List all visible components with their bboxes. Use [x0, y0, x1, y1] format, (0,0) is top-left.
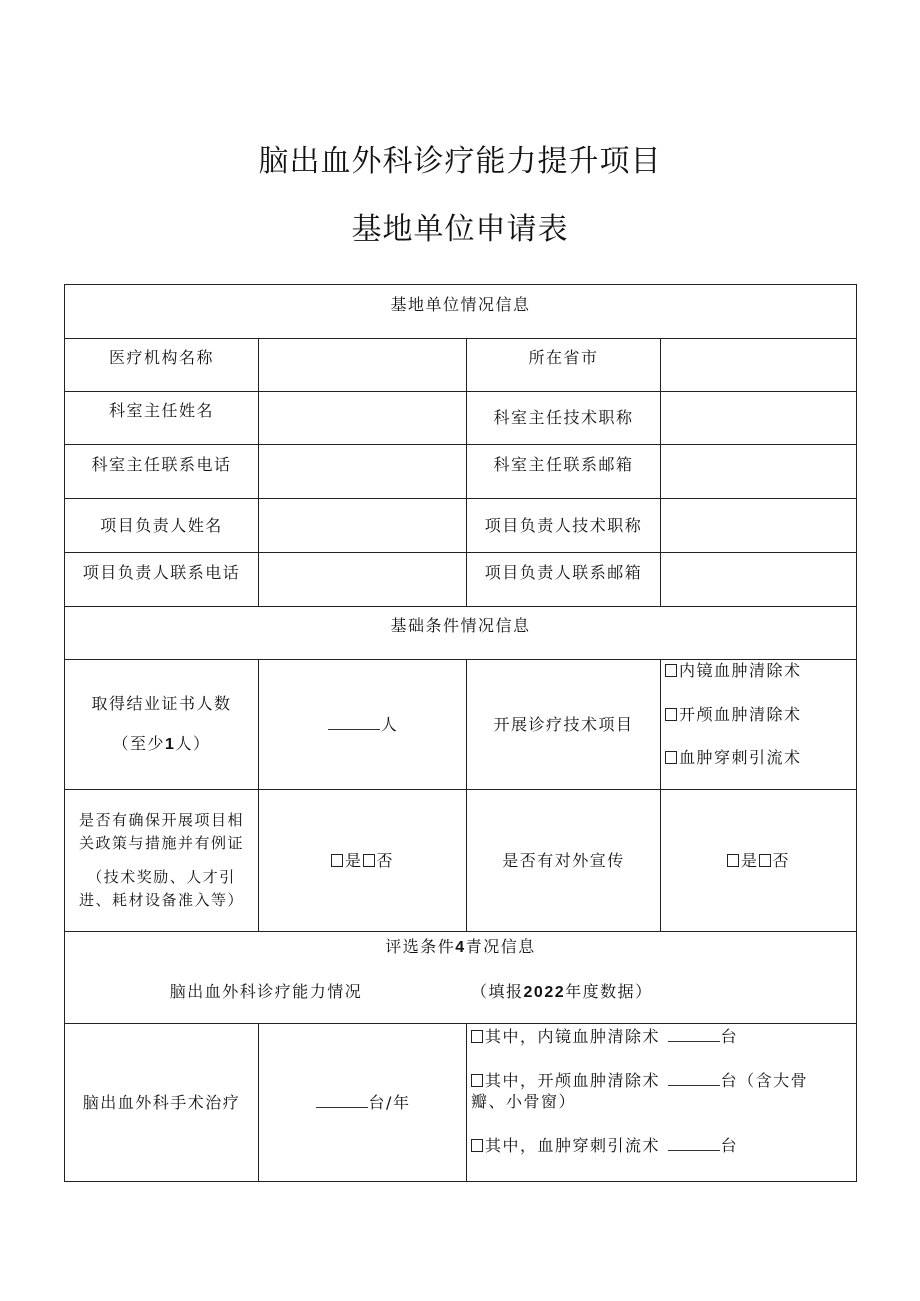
- field-director-phone[interactable]: [259, 445, 467, 499]
- table-row: [65, 790, 857, 932]
- field-policy-yes-no: [259, 790, 467, 932]
- table-row: [65, 339, 857, 392]
- publicity-yes: 是: [740, 850, 759, 870]
- label-director-email: 科室主任联系邮箱: [467, 445, 661, 499]
- label-director-name: 科室主任姓名: [65, 392, 259, 445]
- label-publicity: 是否有对外宣传: [467, 790, 661, 932]
- field-lead-email[interactable]: [661, 553, 857, 607]
- cert-note-num: 1: [165, 736, 176, 753]
- section3-header-cell: [65, 932, 857, 1024]
- field-director-email[interactable]: [661, 445, 857, 499]
- checkbox-icon[interactable]: [665, 708, 677, 721]
- policy-yes: 是: [344, 850, 363, 870]
- label-director-phone: 科室主任联系电话: [65, 445, 259, 499]
- publicity-no: 否: [772, 850, 791, 870]
- doc-title-line1: 脑出血外科诊疗能力提升项目: [258, 144, 662, 179]
- checkbox-icon[interactable]: [331, 854, 343, 867]
- field-surgery-count[interactable]: [259, 1024, 467, 1182]
- tech-options: [661, 660, 857, 790]
- table-row: [65, 660, 857, 790]
- cert-blank[interactable]: [328, 715, 380, 730]
- checkbox-icon[interactable]: [665, 664, 677, 677]
- checkbox-icon[interactable]: [363, 854, 375, 867]
- checkbox-icon[interactable]: [665, 751, 677, 764]
- surgery-item-craniotomy-extra: 瓣、小骨窗）: [471, 1092, 577, 1112]
- section2-header: 基础条件情况信息: [65, 607, 857, 660]
- label-lead-title: 项目负责人技术职称: [467, 499, 661, 553]
- surgery-item-craniotomy: 其中，开颅血肿清除术 台（含大骨: [471, 1070, 852, 1092]
- doc-title-line2: 基地单位申请表: [351, 212, 569, 247]
- field-cert-count[interactable]: [259, 660, 467, 790]
- surgery-item-blank[interactable]: [668, 1136, 720, 1151]
- label-lead-name: 项目负责人姓名: [65, 499, 259, 553]
- field-lead-phone[interactable]: [259, 553, 467, 607]
- field-director-title[interactable]: [661, 392, 857, 445]
- cert-note-prefix: （至少: [112, 734, 166, 753]
- tech-option-puncture[interactable]: 血肿穿刺引流术: [665, 747, 852, 769]
- field-director-name[interactable]: [259, 392, 467, 445]
- label-lead-email: 项目负责人联系邮箱: [467, 553, 661, 607]
- checkbox-icon[interactable]: [759, 854, 771, 867]
- section3-sub-left: 脑出血外科诊疗能力情况: [169, 981, 363, 1001]
- cert-unit: 人: [380, 714, 399, 734]
- checkbox-icon[interactable]: [471, 1030, 483, 1043]
- field-hospital-name[interactable]: [259, 339, 467, 392]
- application-form-table: [64, 284, 857, 1182]
- section1-header: 基地单位情况信息: [65, 285, 857, 339]
- tech-option-craniotomy[interactable]: 开颅血肿清除术: [665, 704, 852, 726]
- surgery-item-blank[interactable]: [668, 1071, 720, 1086]
- label-tech-projects: 开展诊疗技术项目: [467, 660, 661, 790]
- label-surgery: 脑出血外科手术治疗: [65, 1024, 259, 1182]
- table-row: [65, 1024, 857, 1182]
- section3-sub-right: （填报2022年度数据）: [471, 981, 653, 1001]
- checkbox-icon[interactable]: [471, 1074, 483, 1087]
- field-lead-name[interactable]: [259, 499, 467, 553]
- section3-header: 评选条件4青况信息: [385, 937, 536, 956]
- table-row: [65, 499, 857, 553]
- label-policy: 是否有确保开展项目相 关政策与措施并有例证 （技术奖励、人才引 进、耗材设备准入等）: [65, 790, 259, 932]
- cert-note: [69, 733, 254, 756]
- checkbox-icon[interactable]: [727, 854, 739, 867]
- field-lead-title[interactable]: [661, 499, 857, 553]
- label-hospital-name: 医疗机构名称: [65, 339, 259, 392]
- field-province-city[interactable]: [661, 339, 857, 392]
- label-director-title: 科室主任技术职称: [467, 392, 661, 445]
- table-row: [65, 553, 857, 607]
- cert-label: 取得结业证书人数: [91, 694, 232, 714]
- cert-note-suffix: 人）: [175, 734, 211, 753]
- field-publicity-yes-no: [661, 790, 857, 932]
- surgery-item-blank[interactable]: [668, 1027, 720, 1042]
- label-lead-phone: 项目负责人联系电话: [65, 553, 259, 607]
- table-row: [65, 445, 857, 499]
- label-cert-count: [65, 660, 259, 790]
- surgery-item-endoscopic: 其中，内镜血肿清除术 台: [471, 1026, 852, 1048]
- label-province-city: 所在省市: [467, 339, 661, 392]
- table-row: [65, 392, 857, 445]
- surgery-unit: 台/年: [368, 1092, 411, 1112]
- surgery-breakdown: [467, 1024, 857, 1182]
- tech-option-endoscopic[interactable]: 内镜血肿清除术: [665, 660, 852, 682]
- checkbox-icon[interactable]: [471, 1139, 483, 1152]
- policy-no: 否: [376, 850, 395, 870]
- surgery-item-puncture: 其中，血肿穿刺引流术 台: [471, 1135, 852, 1157]
- surgery-blank[interactable]: [316, 1093, 368, 1108]
